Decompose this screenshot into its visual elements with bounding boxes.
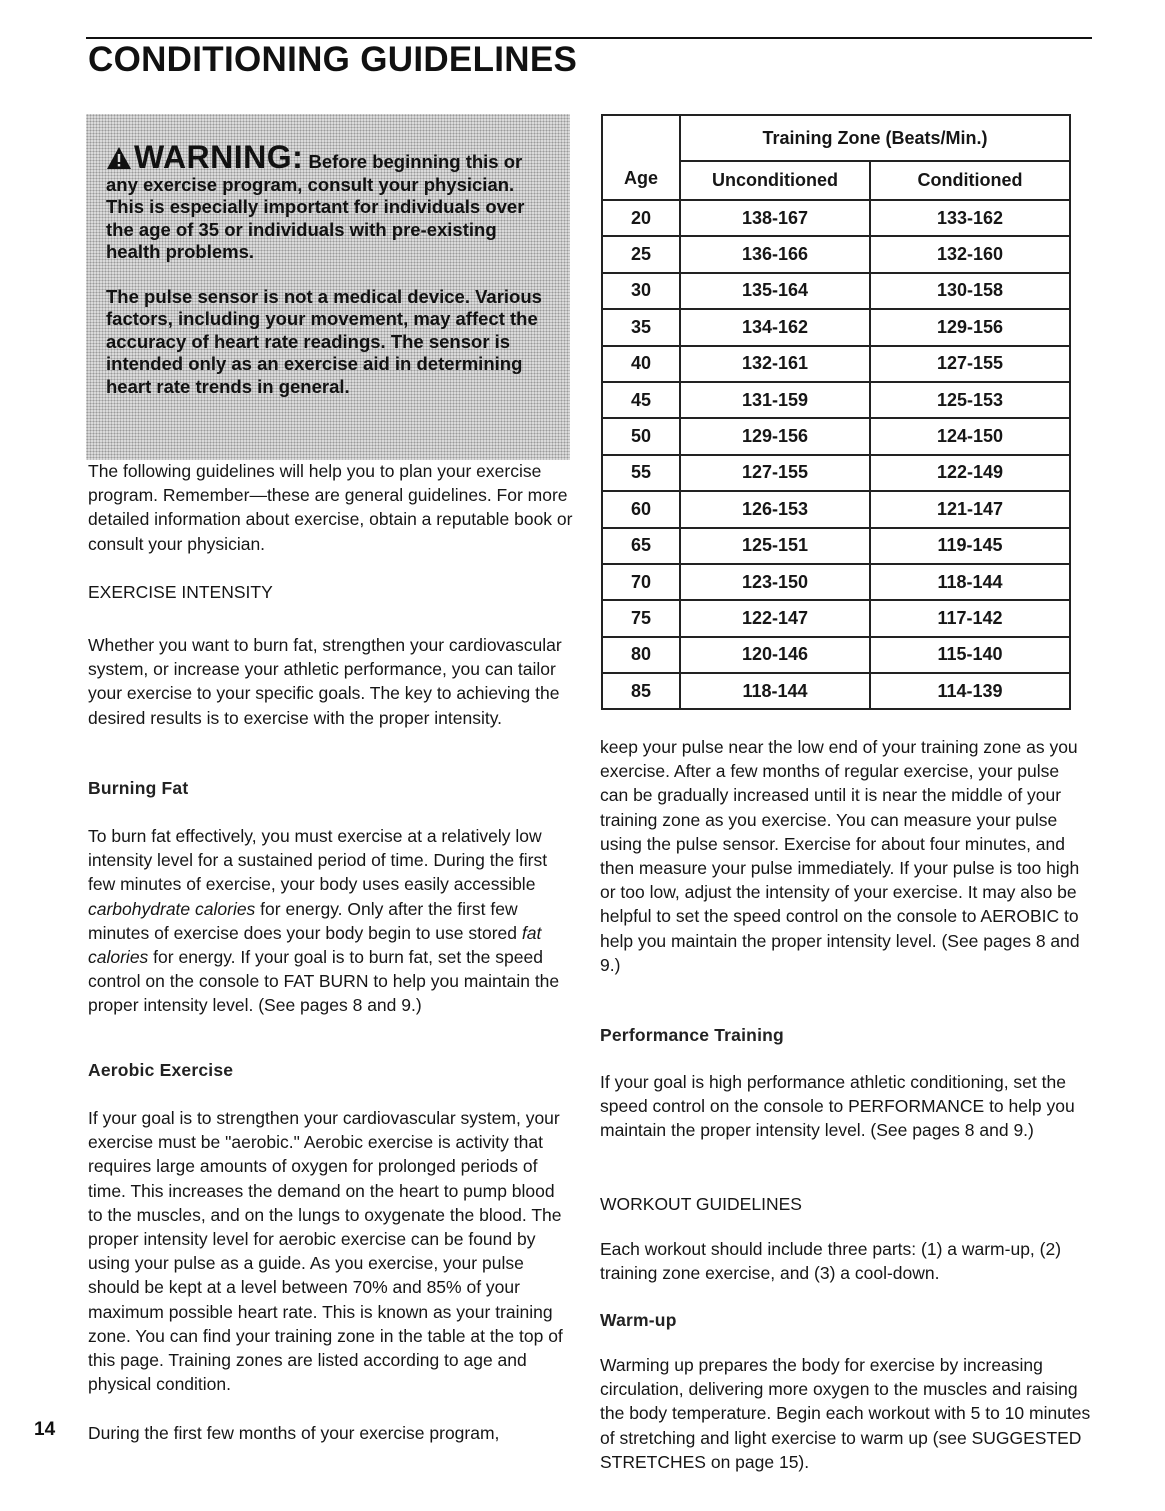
age-cell: 20 xyxy=(602,200,680,236)
unconditioned-cell: 127-155 xyxy=(680,455,870,491)
aerobic-body-block xyxy=(88,1106,574,1396)
conditioned-cell: 132-160 xyxy=(870,236,1070,272)
age-cell: 65 xyxy=(602,528,680,564)
warning-word: WARNING: xyxy=(134,139,304,175)
unconditioned-cell: 125-151 xyxy=(680,528,870,564)
burning-fat-text-1: To burn fat effectively, you must exercise at a relatively low intensity level for a sustained period of time. During the first few minutes of exercise, your body uses easily accessible xyxy=(88,826,548,895)
table-row xyxy=(602,309,1070,345)
exercise-intensity-section xyxy=(88,580,574,604)
age-cell: 75 xyxy=(602,600,680,636)
performance-body: If your goal is high performance athletic conditioning, set the speed control on the console to PERFORMANCE to help you maintain the proper intensity level. (See pages 8 and 9.) xyxy=(600,1072,1075,1141)
conditioned-cell: 124-150 xyxy=(870,418,1070,454)
conditioned-cell: 114-139 xyxy=(870,673,1070,709)
aerobic-body: If your goal is to strengthen your cardiovascular system, your exercise must be "aerobic." Aerobic exercise is activity that requires large amounts of oxygen for prolonged periods of time. This increases the demand on the heart to pump blood to the muscles, and on the lungs to oxygenate the blood. The proper intensity level for aerobic exercise can be found by using your pulse as a guide. As you exercise, your pulse should be kept at a level between 70% and 85% of your maximum possible heart rate. This is known as your training zone. You can find your training zone in the table at the top of this page. Training zones are listed according to age and physical condition. xyxy=(88,1108,563,1395)
unconditioned-cell: 138-167 xyxy=(680,200,870,236)
conditioned-cell: 115-140 xyxy=(870,637,1070,673)
aerobic-continued: During the first few months of your exercise program, xyxy=(88,1423,500,1443)
page-number: 14 xyxy=(34,1419,56,1440)
warning-paragraph-1 xyxy=(106,139,556,264)
workout-body-block xyxy=(600,1237,1092,1285)
table-row xyxy=(602,382,1070,418)
warning-lead-text: Before beginning this or any exercise program, consult your physician. This is especially important for individuals over the age of 35 or individuals with pre-existing health problems. xyxy=(106,151,525,262)
age-cell: 45 xyxy=(602,382,680,418)
table-row xyxy=(602,600,1070,636)
burning-fat-body xyxy=(88,824,574,1018)
table-row xyxy=(602,418,1070,454)
fat-calories-term: fat calories xyxy=(88,922,542,968)
unconditioned-cell: 118-144 xyxy=(680,673,870,709)
workout-heading: WORKOUT GUIDELINES xyxy=(600,1194,802,1214)
aerobic-heading: Aerobic Exercise xyxy=(88,1060,234,1080)
age-cell: 40 xyxy=(602,346,680,382)
unconditioned-cell: 120-146 xyxy=(680,637,870,673)
table-row xyxy=(602,673,1070,709)
exercise-intensity-body-block xyxy=(88,633,574,730)
age-cell: 70 xyxy=(602,564,680,600)
burning-fat-section xyxy=(88,776,574,800)
burning-fat-body-block xyxy=(88,824,574,1018)
unconditioned-cell: 126-153 xyxy=(680,491,870,527)
age-cell: 85 xyxy=(602,673,680,709)
conditioned-cell: 127-155 xyxy=(870,346,1070,382)
age-cell: 60 xyxy=(602,491,680,527)
unconditioned-cell: 123-150 xyxy=(680,564,870,600)
conditioned-cell: 130-158 xyxy=(870,273,1070,309)
warmup-body-block xyxy=(600,1353,1092,1474)
intro-text: The following guidelines will help you to plan your exercise program. Remember—these are general guidelines. For more detailed information about exercise, obtain a reputable book or consult your physician. xyxy=(88,461,573,554)
intro-section xyxy=(88,459,574,556)
table-row xyxy=(602,236,1070,272)
unconditioned-cell: 135-164 xyxy=(680,273,870,309)
warning-triangle-icon xyxy=(106,146,132,170)
unconditioned-header: Unconditioned xyxy=(680,161,870,200)
unconditioned-cell: 132-161 xyxy=(680,346,870,382)
unconditioned-cell: 134-162 xyxy=(680,309,870,345)
exercise-intensity-body: Whether you want to burn fat, strengthen your cardiovascular system, or increase your athletic performance, you can tailor your exercise to your specific goals. The key to achieving the desired results is to exercise with the proper intensity. xyxy=(88,635,562,728)
age-header: Age xyxy=(602,115,680,200)
table-row xyxy=(602,564,1070,600)
workout-section xyxy=(600,1192,1092,1216)
conditioned-cell: 117-142 xyxy=(870,600,1070,636)
burning-fat-heading: Burning Fat xyxy=(88,778,189,798)
unconditioned-cell: 131-159 xyxy=(680,382,870,418)
right-continuation-text: keep your pulse near the low end of your training zone as you exercise. After a few months of regular exercise, your pulse can be gradually increased until it is near the middle of your training zone as you exercise. You can measure your pulse using the pulse sensor. Exercise for about four minutes, and then measure your pulse immediately. If your pulse is too high or too low, adjust the intensity of your exercise. It may also be helpful to set the speed control on the console to AEROBIC to help you maintain the proper intensity level. (See pages 8 and 9.) xyxy=(600,737,1080,975)
age-cell: 55 xyxy=(602,455,680,491)
conditioned-cell: 129-156 xyxy=(870,309,1070,345)
unconditioned-cell: 136-166 xyxy=(680,236,870,272)
conditioned-cell: 118-144 xyxy=(870,564,1070,600)
table-row xyxy=(602,346,1070,382)
title-rule xyxy=(86,37,1092,39)
conditioned-cell: 121-147 xyxy=(870,491,1070,527)
warmup-body: Warming up prepares the body for exercise by increasing circulation, delivering more oxygen to the muscles and raising the body temperature. Begin each workout with 5 to 10 minutes of stretching and light exercise to warm up (see SUGGESTED STRETCHES on page 15). xyxy=(600,1355,1091,1472)
training-zone-table xyxy=(601,114,1071,710)
unconditioned-cell: 129-156 xyxy=(680,418,870,454)
carbohydrate-calories-term: carbohydrate calories xyxy=(88,898,256,919)
aerobic-continued-block xyxy=(88,1421,574,1445)
conditioned-cell: 122-149 xyxy=(870,455,1070,491)
unconditioned-cell: 122-147 xyxy=(680,600,870,636)
conditioned-cell: 125-153 xyxy=(870,382,1070,418)
performance-heading: Performance Training xyxy=(600,1025,784,1045)
warning-paragraph-2: The pulse sensor is not a medical device. Various factors, including your movement, may affect the accuracy of heart rate readings. The sensor is intended only as an exercise aid in determining heart rate trends in general. xyxy=(106,285,542,397)
age-cell: 50 xyxy=(602,418,680,454)
page-title: CONDITIONING GUIDELINES xyxy=(88,40,578,79)
table-row xyxy=(602,528,1070,564)
workout-body: Each workout should include three parts: (1) a warm-up, (2) training zone exercise, and (3) a cool-down. xyxy=(600,1239,1062,1284)
age-cell: 35 xyxy=(602,309,680,345)
performance-body-block xyxy=(600,1070,1092,1143)
warmup-heading: Warm-up xyxy=(600,1310,677,1330)
warmup-section xyxy=(600,1308,1092,1332)
age-cell: 80 xyxy=(602,637,680,673)
conditioned-header: Conditioned xyxy=(870,161,1070,200)
table-row xyxy=(602,455,1070,491)
right-continuation-block xyxy=(600,735,1092,977)
conditioned-cell: 133-162 xyxy=(870,200,1070,236)
table-row xyxy=(602,273,1070,309)
burning-fat-text-3: for energy. If your goal is to burn fat, set the speed control on the console to FAT BURN to help you maintain the proper intensity level. (See pages 8 and 9.) xyxy=(88,947,560,1016)
table-row xyxy=(602,491,1070,527)
age-cell: 30 xyxy=(602,273,680,309)
aerobic-section xyxy=(88,1058,574,1082)
training-zone-header: Training Zone (Beats/Min.) xyxy=(680,115,1070,161)
burning-fat-text-2: for energy. Only after the first few minutes of exercise does your body begin to use stored xyxy=(88,898,522,943)
table-row xyxy=(602,200,1070,236)
performance-section xyxy=(600,1023,1092,1047)
conditioned-cell: 119-145 xyxy=(870,528,1070,564)
warning-box xyxy=(86,114,570,460)
age-cell: 25 xyxy=(602,236,680,272)
exercise-intensity-heading: EXERCISE INTENSITY xyxy=(88,582,273,602)
table-row xyxy=(602,637,1070,673)
